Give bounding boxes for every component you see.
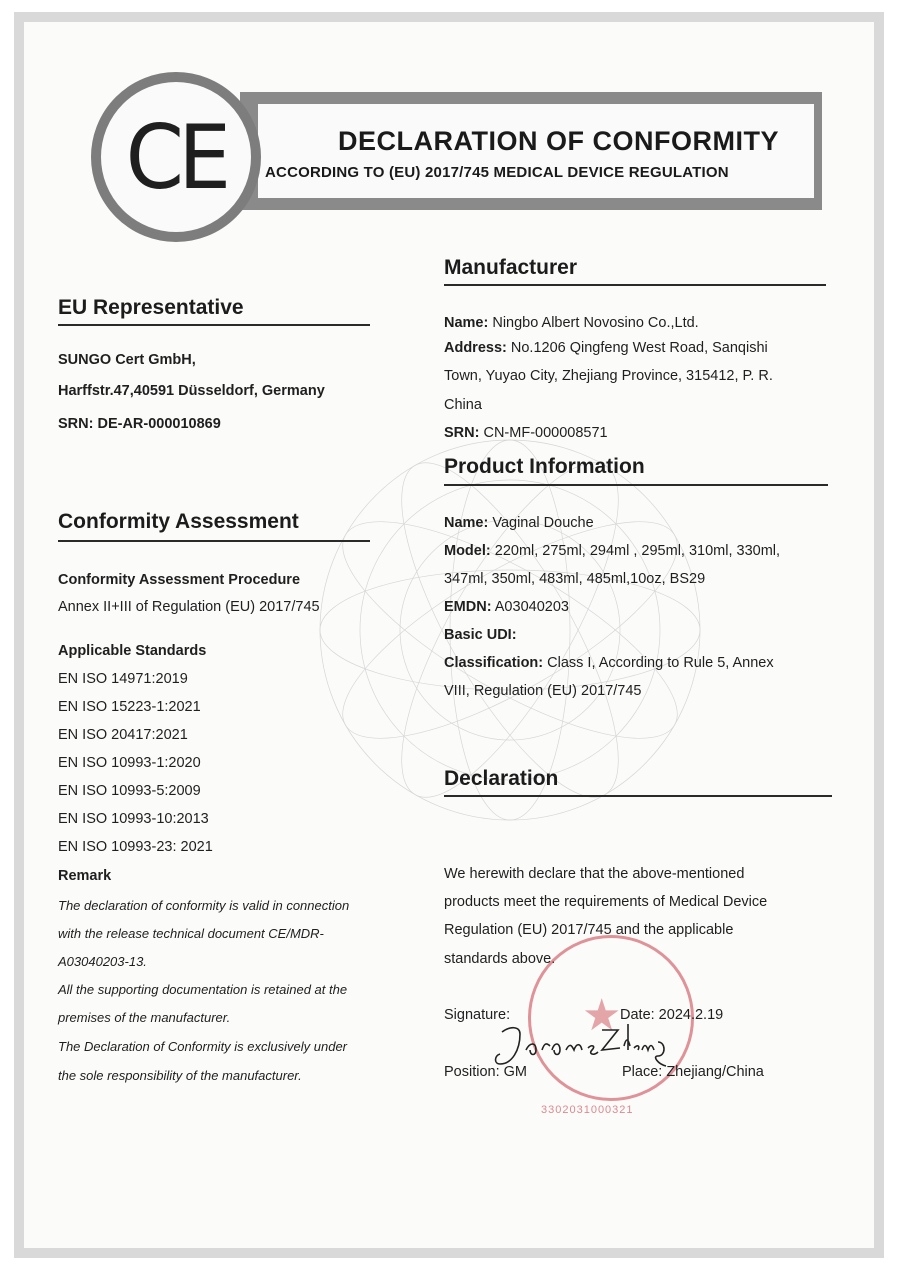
product-emdn-value: A03040203 <box>494 599 569 615</box>
date-label: Date: 2024.2.19 <box>620 1007 724 1023</box>
product-model-line2: 347ml, 350ml, 483ml, 485ml,10oz, BS29 <box>444 571 706 587</box>
standard-item: EN ISO 10993-1:2020 <box>58 755 201 771</box>
declaration-line: standards above. <box>444 951 556 967</box>
stamp-number: 3302031000321 <box>541 1104 634 1116</box>
mfr-address-line2: Town, Yuyao City, Zhejiang Province, 315412, P. R. <box>444 368 773 384</box>
eu-rep-rule <box>58 324 370 326</box>
remark-label: Remark <box>58 868 112 884</box>
standard-item: EN ISO 15223-1:2021 <box>58 699 201 715</box>
standard-item: EN ISO 20417:2021 <box>58 727 188 743</box>
standard-item: EN ISO 10993-10:2013 <box>58 811 209 827</box>
eu-rep-heading: EU Representative <box>58 296 244 319</box>
mfr-address-value: No.1206 Qingfeng West Road, Sanqishi <box>510 340 768 356</box>
procedure-value: Annex II+III of Regulation (EU) 2017/745 <box>58 599 320 615</box>
product-model-value: 220ml, 275ml, 294ml , 295ml, 310ml, 330ml, <box>494 543 781 559</box>
page-subtitle: ACCORDING TO (EU) 2017/745 MEDICAL DEVICE REGULATION <box>265 164 729 181</box>
standard-item: EN ISO 10993-23: 2021 <box>58 839 213 855</box>
mfr-name-label: Name: <box>444 315 489 331</box>
manufacturer-rule <box>444 284 826 286</box>
place-label: Place: Zhejiang/China <box>622 1064 764 1080</box>
product-class-label: Classification: <box>444 655 544 671</box>
mfr-srn-label: SRN: <box>444 425 480 441</box>
remark-line: A03040203-13. <box>58 954 147 969</box>
conformity-rule <box>58 540 370 542</box>
declaration-heading: Declaration <box>444 767 559 790</box>
declaration-line: We herewith declare that the above-mentioned <box>444 866 745 882</box>
remark-line: The declaration of conformity is valid in connection <box>58 898 350 913</box>
eu-rep-company: SUNGO Cert GmbH, <box>58 352 196 368</box>
procedure-label: Conformity Assessment Procedure <box>58 572 301 588</box>
product-udi-label: Basic UDI: <box>444 627 517 643</box>
page-title: DECLARATION OF CONFORMITY <box>338 126 779 156</box>
remark-line: premises of the manufacturer. <box>58 1010 231 1025</box>
ce-mark-text: CE <box>126 105 226 209</box>
declaration-line: Regulation (EU) 2017/745 and the applicable <box>444 922 734 938</box>
mfr-address-line3: China <box>444 397 482 413</box>
remark-line: with the release technical document CE/MDR- <box>58 926 324 941</box>
conformity-heading: Conformity Assessment <box>58 510 299 533</box>
product-model-label: Model: <box>444 543 491 559</box>
mfr-srn-value: CN-MF-000008571 <box>483 425 608 441</box>
product-emdn-label: EMDN: <box>444 599 492 615</box>
product-name-label: Name: <box>444 515 489 531</box>
manufacturer-heading: Manufacturer <box>444 256 578 279</box>
standard-item: EN ISO 14971:2019 <box>58 671 188 687</box>
signature-label: Signature: <box>444 1007 511 1023</box>
remark-line: All the supporting documentation is retained at the <box>58 982 348 997</box>
product-class-value: Class I, According to Rule 5, Annex <box>547 655 774 671</box>
handwritten-signature <box>490 1020 680 1070</box>
eu-rep-address: Harffstr.47,40591 Düsseldorf, Germany <box>58 383 325 399</box>
product-rule <box>444 484 828 486</box>
remark-line: The Declaration of Conformity is exclusively under <box>58 1039 348 1054</box>
position-label: Position: GM <box>444 1064 527 1080</box>
product-heading: Product Information <box>444 455 645 478</box>
declaration-line: products meet the requirements of Medical Device <box>444 894 768 910</box>
ce-mark-logo <box>91 72 261 242</box>
stamp-star-icon: ★ <box>582 991 622 1040</box>
product-class-line2: VIII, Regulation (EU) 2017/745 <box>444 683 642 699</box>
mfr-address-label: Address: <box>444 340 507 356</box>
declaration-rule <box>444 795 832 797</box>
product-name-value: Vaginal Douche <box>492 515 594 531</box>
standards-label: Applicable Standards <box>58 643 207 659</box>
eu-rep-srn: SRN: DE-AR-000010869 <box>58 416 221 432</box>
remark-line: the sole responsibility of the manufacturer. <box>58 1068 302 1083</box>
mfr-name-value: Ningbo Albert Novosino Co.,Ltd. <box>492 315 699 331</box>
standard-item: EN ISO 10993-5:2009 <box>58 783 201 799</box>
